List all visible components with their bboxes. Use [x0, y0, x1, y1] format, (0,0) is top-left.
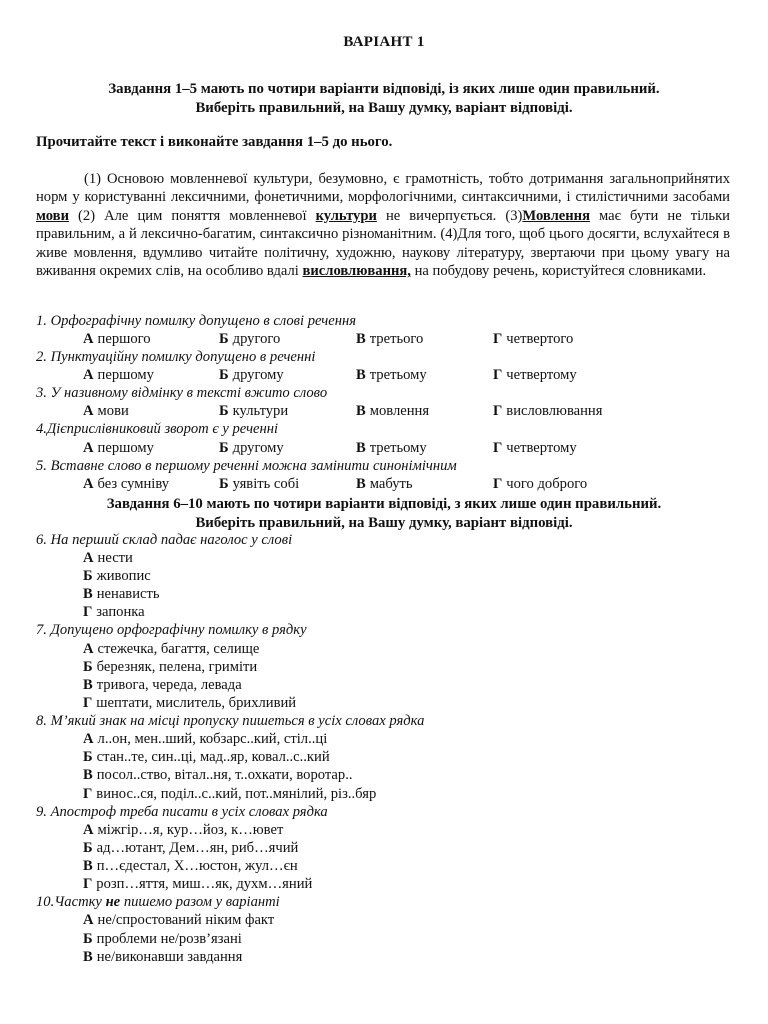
option[interactable]: Г запонка — [83, 604, 145, 620]
passage-underlined-word: культури — [315, 207, 377, 224]
question-4-options — [83, 440, 733, 458]
question-5: 5. Вставне слово в першому реченні можна замінити синонімічним — [36, 458, 457, 474]
instruction-line: Виберіть правильний, на Вашу думку, варіант відповіді. — [195, 100, 573, 116]
page-title: ВАРІАНТ 1 — [343, 34, 425, 50]
passage-underlined-word: мови — [36, 207, 69, 224]
option[interactable]: А першому — [83, 440, 154, 456]
instruction-line: Завдання 1–5 мають по чотири варіанти відповіді, із яких лише один правильний. — [108, 81, 660, 97]
option[interactable]: Г четвертому — [493, 367, 577, 383]
option[interactable]: А першому — [83, 367, 154, 383]
option[interactable]: В ненависть — [83, 586, 160, 602]
question-7: 7. Допущено орфографічну помилку в рядку — [36, 622, 307, 638]
option[interactable]: А першого — [83, 331, 151, 347]
question-9: 9. Апостроф треба писати в усіх словах рядка — [36, 804, 328, 820]
option[interactable]: Б живопис — [83, 568, 151, 584]
option[interactable]: А без сумніву — [83, 476, 170, 492]
passage-underlined-word: висловлювання, — [302, 263, 411, 280]
option[interactable]: В мабуть — [356, 476, 413, 492]
option[interactable]: Б ад…ютант, Дем…ян, риб…ячий — [83, 840, 299, 856]
option[interactable]: А не/спростований ніким факт — [83, 912, 275, 928]
option[interactable]: А мови — [83, 403, 129, 419]
option[interactable]: Г висловлювання — [493, 403, 603, 419]
option[interactable]: В п…єдестал, Х…юстон, жул…єн — [83, 858, 298, 874]
question-2-options — [83, 367, 733, 385]
passage-text: (1) Основою мовленневої культури, безумовно, є грамотність, тобто дотримання загальноприйнятих норм у користуванні лексичними, фонетичними, морфологічними, синтаксичними, і стилістичними засобами — [36, 171, 730, 206]
option[interactable]: Г розп…яття, миш…як, духм…яний — [83, 876, 313, 892]
question-1-options — [83, 331, 733, 349]
question-1: 1. Орфографічну помилку допущено в слові речення — [36, 313, 357, 329]
question-5-options — [83, 476, 733, 494]
question-3-options — [83, 403, 733, 421]
question-2: 2. Пунктуаційну помилку допущено в реченні — [36, 349, 316, 365]
emphasized-particle: не — [105, 894, 121, 910]
option[interactable]: В третього — [356, 331, 424, 347]
passage-text: має бути не тільки правильним, а й лексично-багатим, синтаксично різноманітним. (4)Для того, щоб цього досягти, вслухайтеся в живе мовлення, вдумливо читайте політичну, художню, наукову літературу, звертаючи при цьому увагу на вживання окремих слів, на особливо вдалі — [36, 207, 730, 280]
question-10: 10.Частку не пишемо разом у варіанті — [36, 894, 280, 910]
question-4: 4.Дієприслівниковий зворот є у реченні — [36, 421, 279, 437]
option[interactable]: В посол..ство, вітал..ня, т..охкати, воротар.. — [83, 767, 353, 783]
passage-underlined-word: Мовлення — [522, 207, 590, 224]
option[interactable]: Б культури — [219, 403, 289, 419]
option[interactable]: А нести — [83, 550, 133, 566]
passage-text: не вичерпується. (3) — [376, 207, 523, 224]
option[interactable]: Г винос..ся, поділ..с..кий, пот..мянілий, різ..бяр — [83, 786, 377, 802]
option[interactable]: Г чого доброго — [493, 476, 588, 492]
question-8: 8. М’який знак на місці пропуску пишеться в усіх словах рядка — [36, 713, 425, 729]
option[interactable]: Б березняк, пелена, гриміти — [83, 659, 258, 675]
option[interactable]: Б другому — [219, 440, 284, 456]
option[interactable]: Б другому — [219, 367, 284, 383]
passage-text: на побудову речень, користуйтеся словниками. — [410, 263, 707, 280]
passage — [36, 170, 730, 280]
option[interactable]: А міжгір…я, кур…йоз, к…ювет — [83, 822, 284, 838]
option[interactable]: Б стан..те, син..ці, мад..яр, ковал..с..кий — [83, 749, 330, 765]
option[interactable]: Б проблеми не/розв’язані — [83, 931, 242, 947]
option[interactable]: Г четвертому — [493, 440, 577, 456]
question-3: 3. У називному відмінку в тексті вжито слово — [36, 385, 328, 401]
option[interactable]: А стежечка, багаття, селище — [83, 641, 260, 657]
option[interactable]: В третьому — [356, 440, 427, 456]
instruction-block-1 — [36, 80, 732, 118]
instruction-block-2 — [36, 495, 732, 533]
option[interactable]: Г четвертого — [493, 331, 574, 347]
instruction-line: Завдання 6–10 мають по чотири варіанти відповіді, з яких лише один правильний. — [106, 496, 662, 512]
option[interactable]: Б уявіть собі — [219, 476, 300, 492]
read-prompt: Прочитайте текст і виконайте завдання 1–5 до нього. — [36, 134, 393, 150]
option[interactable]: Г шептати, мислитель, брихливий — [83, 695, 297, 711]
option[interactable]: Б другого — [219, 331, 281, 347]
option[interactable]: В третьому — [356, 367, 427, 383]
passage-text: (2) Але цим поняття мовленневої — [68, 207, 316, 224]
option[interactable]: В мовлення — [356, 403, 430, 419]
question-6: 6. На перший склад падає наголос у слові — [36, 532, 293, 548]
option[interactable]: В не/виконавши завдання — [83, 949, 243, 965]
option[interactable]: А л..он, мен..ший, кобзарс..кий, стіл..ці — [83, 731, 328, 747]
instruction-line: Виберіть правильний, на Вашу думку, варіант відповіді. — [195, 515, 573, 531]
option[interactable]: В тривога, череда, левада — [83, 677, 242, 693]
